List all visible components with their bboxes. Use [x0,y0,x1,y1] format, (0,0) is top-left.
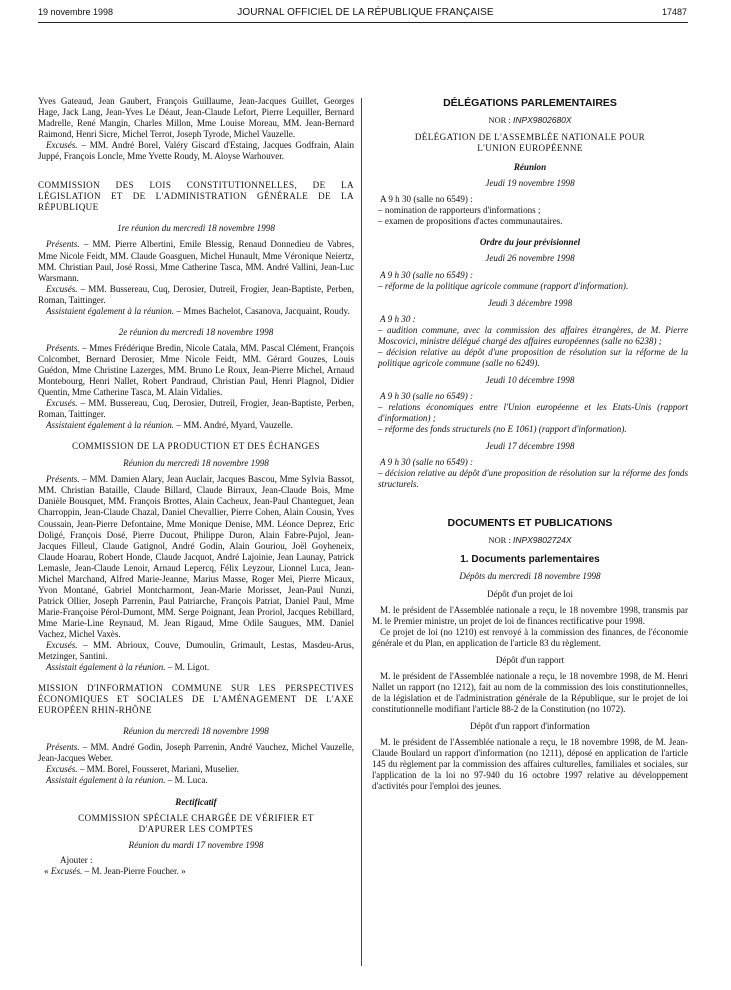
documents-nor [372,535,688,546]
present-text: – MM. Pierre Albertini, Emile Blessig, Renaud Donnedieu de Vabres, Mme Nicole Feidt, MM. Claude Goasguen, Michel Hunault, Mme Véronique Neiertz, MM. Christian Paul, José Rossi, Mme Catherine Tasca, MM. André Vallini, Jean-Luc Warsmann. [38,239,354,283]
attending-label: Assistait également à la réunion. [46,662,166,673]
depots-date: Dépôts du mercredi 18 novembre 1998 [459,571,601,582]
excused-text: – MM. Bussereau, Cuq, Derosier, Dutreil, Frogier, Jean-Baptiste, Perben, Roman, Taittinger. [38,283,354,305]
excused-label: Excusés. [50,865,83,876]
date-jeudi-10: Jeudi 10 décembre 1998 [485,374,575,385]
header-rule [38,22,688,23]
excused-text: – MM. André Borel, Valéry Giscard d'Estaing, Jacques Godfrain, Alain Juppé, François Loncle, Mme Yvette Roudy, M. Aloyse Warhouver. [38,140,354,162]
nor-label: NOR : [488,115,513,126]
agenda-item: – décision relative au dépôt d'une proposition de résolution sur la réforme de la politique agricole commune (salle no 6249). [378,346,688,368]
present-label: Présents. [46,742,80,753]
lois-r1-present [38,239,354,283]
lois-r2-attending [38,420,354,431]
left-column [38,96,354,877]
agenda-item: – réforme des fonds structurels (no E 1061) (rapport d'information). [378,424,627,435]
j17-time: A 9 h 30 (salle no 6549) : [380,457,474,468]
excused-label: Excusés. [46,140,78,151]
commission-production-meeting: Réunion du mercredi 18 novembre 1998 [123,458,269,469]
present-text: – Mmes Frédérique Bredin, Nicole Catala, MM. Pascal Clément, François Colcombet, Bernard Derosier, Mme Nicole Feidt, MM. Gérard Gouzes, Louis Guédon, Mme Christine Lazerges, MM. Bruno Le Roux, Jean-Pierre Michel, Arnaud Montebourg, Henri Nallet, Robert Pandraud, Christian Paul, Henri Plagnol, Didier Quentin, Mme Catherine Tasca, M. Alain Vidalies. [38,342,354,398]
commission-lois-meeting-1: 1re réunion du mercredi 18 novembre 1998 [117,223,275,234]
present-text: – MM. Damien Alary, Jean Auclair, Jacques Bascou, Mme Sylvia Bassot, MM. Christian Bataille, Claude Billard, Claude Birraux, Jean-Claude Bois, Mme Danièle Bousquet, MM. François Brottes, Alain Cacheux, Jean-Paul Chanteguet, Jean Charroppin, Jean-Claude Chazal, Daniel Chevallier, Pierre Cohen, Alain Cousin, Yves Coussain, Jean-Pierre Defontaine, Mme Monique Denise, MM. Léonce Deprez, Eric Doligé, François Dosé, Pierre Ducout, Philippe Duron, Alain Fabre-Pujol, Jean-Jacques Filleul, Claude Gatignol, André Godin, Alain Gouriou, Joël Goyheneix, Claude Hoarau, Robert Honde, Claude Jacquot, André Lajoinie, Jean Launay, Patrick Lemasle, Jean-Claude Lenoir, Arnaud Lepercq, Félix Leyzour, Lionnel Luca, Jean-Michel Marchand, Alfred Marie-Jeanne, Marius Masse, Roger Meï, Pierre Micaux, Yvon Montané, Gabriel Montcharmont, Jean-Marie Morisset, Jean-Paul Nunzi, Patrick Ollier, Joseph Parrenin, Paul Patriarche, François Patriat, Daniel Paul, Mme Marie-Françoise Pérol-Dumont, MM. Serge Poignant, Jean Proriol, Jacques Rebillard, Mme Marie-Line Reynaud, M. Jean Rigaud, Mme Odile Saugues, MM. Daniel Vachez, Michel Vaxès. [38,474,354,639]
commission-lois-title: COMMISSION DES LOIS CONSTITUTIONNELLES, DE LA LÉGISLATION ET DE L'ADMINISTRATION GÉNÉRALE DE LA RÉPUBLIQUE [38,180,354,213]
delegation-name: DÉLÉGATION DE L'ASSEMBLÉE NATIONALE POUR L'UNION EUROPÉENNE [414,132,646,154]
production-present [38,474,354,640]
documents-parlementaires-heading: 1. Documents parlementaires [460,554,600,566]
excused-text: – MM. Borel, Fousseret, Mariani, Muselier. [77,764,239,775]
depot-rapport-information-text: M. le président de l'Assemblée nationale a reçu, le 18 novembre 1998, de M. Jean-Claude Boulard un rapport d'information (no 1211), déposé en application de l'article 145 du règlement par la commission des affaires culturelles, familiales et sociales, sur l'application de la loi no 97-940 du 16 octobre 1997 relative au développement d'activités pour l'emploi des jeunes. [372,737,688,792]
attending-text: – M. Ligot. [165,662,210,673]
present-label: Présents. [46,239,80,250]
depot-rapport-information-title: Dépôt d'un rapport d'information [470,720,590,731]
quote-open: « [44,865,51,876]
agenda-item: – réforme de la politique agricole commune (rapport d'information). [378,280,629,291]
right-column [372,96,688,792]
mission-meeting: Réunion du mercredi 18 novembre 1998 [123,726,269,737]
header-date: 19 novembre 1998 [38,7,114,17]
attending-label: Assistaient également à la réunion. [46,305,175,316]
nor-reference: INPX9802724X [512,535,572,546]
rectificatif-add: Ajouter : [60,854,93,865]
depot-projet-loi-title: Dépôt d'un projet de loi [487,588,573,599]
depot-projet-loi-renvoi: Ce projet de loi (no 1210) est renvoyé à la commission des finances, de l'économie générale et du Plan, en application de l'article 83 du règlement. [372,626,688,648]
j3-time: A 9 h 30 : [380,313,416,324]
ordre-du-jour-heading: Ordre du jour prévisionnel [479,237,581,248]
commission-production-title: COMMISSION DE LA PRODUCTION ET DES ÉCHANGES [72,441,320,452]
mission-rhin-rhone-title: MISSION D'INFORMATION COMMUNE SUR LES PERSPECTIVES ÉCONOMIQUES ET SOCIALES DE L'AMÉNAGEMENT DE L'AXE EUROPÉEN RHIN-RHÔNE [38,683,354,716]
excused-paragraph [38,140,354,162]
lois-r1-excused [38,284,354,306]
mission-present [38,742,354,764]
date-jeudi-26: Jeudi 26 novembre 1998 [485,253,575,264]
date-jeudi-3: Jeudi 3 décembre 1998 [487,297,573,308]
header-journal-title: JOURNAL OFFICIEL DE LA RÉPUBLIQUE FRANÇAISE [237,7,494,18]
attending-label: Assistaient également à la réunion. [46,420,175,431]
production-attending [38,662,354,673]
attending-text: – MM. André, Myard, Vauzelle. [174,420,293,431]
excused-label: Excusés. [46,398,78,409]
mission-attending [38,775,354,786]
documents-heading: DOCUMENTS ET PUBLICATIONS [447,517,613,530]
rectificatif-title: Rectificatif [175,796,217,807]
column-divider [361,98,362,966]
excused-label: Excusés. [46,283,78,294]
agenda-item: – relations économiques entre l'Union européenne et les Etats-Unis (rapport d'information) ; [378,401,688,424]
rectificatif-commission: COMMISSION SPÉCIALE CHARGÉE DE VÉRIFIER ET D'APURER LES COMPTES [78,812,314,834]
agenda-item: – audition commune, avec la commission des affaires étrangères, de M. Pierre Moscovici, ministre délégué chargé des affaires européennes (salle no 6238) ; [378,324,688,346]
attendee-list: Yves Gateaud, Jean Gaubert, François Guillaume, Jean-Jacques Guillet, Georges Hage, Jack Lang, Jean-Yves Le Déaut, Jean-Claude Lefort, Pierre Lequiller, Bernard Madrelle, René Mangin, Charles Millon, Mme Louise Moreau, MM. Jean-Bernard Raimond, Henri Sicre, Michel Terrot, Joseph Tyrode, Michel Vauzelle. [38,96,354,140]
j26-time: A 9 h 30 (salle no 6549) : [380,269,474,280]
delegations-nor [372,115,688,126]
commission-lois-meeting-2: 2e réunion du mercredi 18 novembre 1998 [118,326,274,337]
attending-text: – M. Luca. [165,775,208,786]
rectificatif-meeting: Réunion du mardi 17 novembre 1998 [128,839,264,850]
depot-projet-loi-text: M. le président de l'Assemblée nationale a reçu, le 18 novembre 1998, transmis par M. le Premier ministre, un projet de loi de finances rectificative pour 1998. [372,604,688,626]
excused-label: Excusés. [46,764,78,775]
lois-r1-attending [38,306,354,317]
page-header [0,0,731,24]
delegations-heading: DÉLÉGATIONS PARLEMENTAIRES [443,97,617,109]
date-jeudi-19: Jeudi 19 novembre 1998 [485,178,575,189]
rectificatif-excused [38,866,354,877]
agenda-item: – examen de propositions d'actes communautaires. [378,216,563,227]
present-label: Présents. [46,342,80,353]
j10-time: A 9 h 30 (salle no 6549) : [380,390,474,401]
agenda-item: – décision relative au dépôt d'une proposition de résolution sur la réforme des fonds structurels. [378,468,688,490]
depot-rapport-title: Dépôt d'un rapport [495,654,565,665]
nor-label: NOR : [488,535,513,546]
lois-r2-excused [38,398,354,420]
attending-text: – Mmes Bachelot, Casanova, Jacquaint, Roudy. [174,305,350,316]
production-excused [38,640,354,662]
excused-text: – MM. Bussereau, Cuq, Derosier, Dutreil, Frogier, Jean-Baptiste, Perben, Roman, Taittinger. [38,398,354,420]
lois-r2-present [38,343,354,398]
agenda-item: – nomination de rapporteurs d'informations ; [378,205,541,216]
depot-rapport-text: M. le président de l'Assemblée nationale a reçu, le 18 novembre 1998, de M. Henri Nallet un rapport (no 1212), fait au nom de la commission des lois constitutionnelles, de la législation et de l'administration générale de la République, sur le projet de loi constitutionnelle modifiant l'article 88-2 de la Constitution (no 1072). [372,670,688,714]
mission-excused [38,764,354,775]
date-jeudi-17: Jeudi 17 décembre 1998 [485,441,575,452]
header-page-number: 17487 [661,7,687,17]
reunion-heading: Réunion [513,162,547,173]
j19-time: A 9 h 30 (salle no 6549) : [380,194,473,205]
excused-text: – M. Jean-Pierre Foucher. » [82,865,186,876]
attending-label: Assistait également à la réunion. [46,775,166,786]
excused-label: Excusés. [46,640,78,651]
present-text: – MM. André Godin, Joseph Parrenin, André Vauchez, Michel Vauzelle, Jean-Jacques Weber. [38,742,354,764]
nor-reference: INPX9802680X [512,115,572,126]
excused-text: – MM. Abrioux, Couve, Dumoulin, Grimault, Lestas, Masdeu-Arus, Metzinger, Santini. [38,640,354,662]
present-label: Présents. [46,474,80,485]
